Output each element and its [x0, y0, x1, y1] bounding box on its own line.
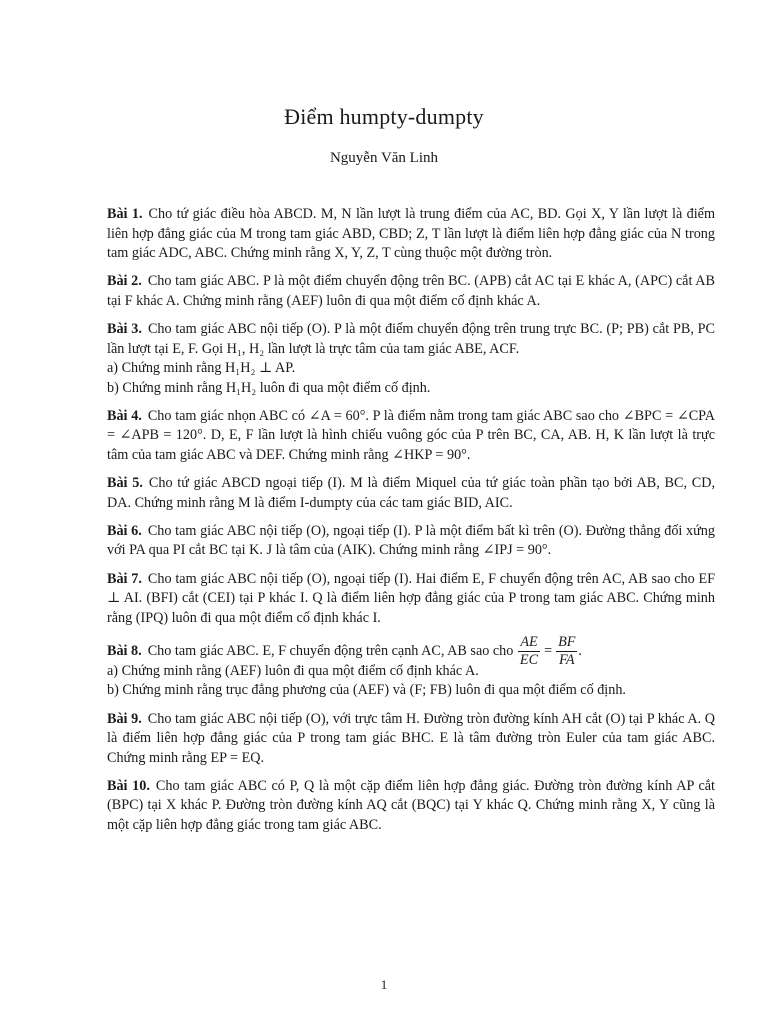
problem-5	[107, 474, 715, 513]
problem-4	[107, 407, 715, 466]
problem-label: Bài 9.	[107, 710, 142, 727]
fraction-denominator: FA	[558, 651, 575, 668]
fraction-denominator: EC	[519, 651, 539, 668]
problem-label: Bài 6.	[107, 522, 142, 539]
problem-body: Cho tam giác ABC nội tiếp (O), với trực tâm H. Đường tròn đường kính AH cắt (O) tại P khác A. Q là điểm liên hợp đẳng giác của P trong tam giác BHC. E là tâm đường tròn Euler của tam giác ABC. Chứng minh rằng EP = EQ.	[107, 710, 715, 766]
problem-label: Bài 1.	[107, 206, 143, 222]
problem-label: Bài 5.	[107, 475, 143, 492]
problem-7	[107, 570, 715, 629]
document-author: Nguyễn Văn Linh	[329, 150, 439, 166]
problem-text	[107, 710, 715, 769]
document-title: Điểm humpty-dumpty	[284, 104, 484, 129]
problem-part-b: b) Chứng minh rằng H₁H₂ luôn đi qua một điểm cố định.	[107, 379, 431, 396]
problem-text	[107, 272, 715, 311]
problem-label: Bài 3.	[107, 320, 142, 337]
fraction-ae-ec	[518, 634, 540, 668]
problem-label: Bài 8.	[107, 643, 142, 660]
problem-body: Cho tam giác nhọn ABC có ∠A = 60°. P là điểm nằm trong tam giác ABC sao cho ∠BPC = ∠CPA = ∠APB = 120°. D, E, F lần lượt là hình chiếu vuông góc của P trên BC, CA, AB. H, K lần lượt là trực tâm của tam giác ABC và DEF. Chứng minh rằng ∠HKP = 90°.	[107, 407, 715, 464]
problem-text	[107, 320, 715, 359]
fraction-numerator: AE	[518, 634, 540, 651]
problem-part-b: b) Chứng minh rằng trục đẳng phương của (AEF) và (F; FB) luôn đi qua một điểm cố định.	[107, 682, 626, 699]
problem-text	[107, 522, 715, 561]
problem-text	[107, 570, 715, 629]
problem-part-a: a) Chứng minh rằng (AEF) luôn đi qua một điểm cố định khác A.	[107, 662, 479, 679]
problem-10	[107, 777, 715, 836]
fraction-numerator: BF	[558, 634, 576, 651]
problem-text	[107, 205, 715, 264]
problem-body: Cho tam giác ABC. E, F chuyển động trên cạnh AC, AB sao cho	[147, 643, 514, 660]
problem-8	[107, 634, 715, 701]
page-number: 1	[380, 977, 388, 992]
problem-label: Bài 7.	[107, 570, 142, 587]
problem-part-a: a) Chứng minh rằng H₁H₂ ⊥ AP.	[107, 360, 296, 377]
problem-body: Cho tam giác ABC có P, Q là một cặp điểm liên hợp đẳng giác. Đường tròn đường kính AP cắt (BPC) tại X khác P. Đường tròn đường kính AQ cắt (BQC) tại Y khác Q. Chứng minh rằng X, Y cũng là một cặp liên hợp đẳng giác trong tam giác ABC.	[107, 777, 715, 834]
problem-text	[107, 474, 715, 513]
problem-6	[107, 522, 715, 561]
problem-9	[107, 710, 715, 769]
problem-label: Bài 10.	[107, 777, 150, 794]
problem-text	[107, 634, 715, 668]
equals-sign: =	[544, 643, 553, 660]
problem-body: Cho tam giác ABC nội tiếp (O), ngoại tiếp (I). P là một điểm bất kì trên (O). Đường thẳng đối xứng với PA qua PI cắt BC tại K. J là tâm của (AIK). Chứng minh rằng ∠IPJ = 90°.	[107, 522, 715, 559]
problem-label: Bài 2.	[107, 273, 142, 290]
problem-body: Cho tam giác ABC. P là một điểm chuyển động trên BC. (APB) cắt AC tại E khác A, (APC) cắt AB tại F khác A. Chứng minh rằng (AEF) luôn đi qua một điểm cố định khác A.	[107, 273, 715, 309]
problem-2	[107, 272, 715, 311]
problem-label: Bài 4.	[107, 407, 142, 424]
problem-body: Cho tam giác ABC nội tiếp (O), ngoại tiếp (I). Hai điểm E, F chuyển động trên AC, AB sao cho EF ⊥ AI. (BFI) cắt (CEI) tại P khác I. Q là điểm liên hợp đẳng giác của P trong tam giác ABC. Chứng minh rằng (IPQ) luôn đi qua một điểm cố định khác I.	[107, 570, 716, 626]
problem-text	[107, 777, 715, 836]
sentence-end: .	[578, 643, 582, 660]
problem-body: Cho tứ giác điều hòa ABCD. M, N lần lượt là trung điểm của AC, BD. Gọi X, Y lần lượt là điểm liên hợp đẳng giác của M trong tam giác ABD, CBD; Z, T lần lượt là điểm liên hợp đẳng giác của N trong tam giác ADC, ABC. Chứng minh rằng X, Y, Z, T cùng thuộc một đường tròn.	[107, 206, 716, 262]
fraction-bf-fa	[556, 634, 577, 668]
problem-1	[107, 205, 715, 264]
problem-3	[107, 320, 715, 398]
problem-list	[107, 205, 715, 844]
problem-body: Cho tứ giác ABCD ngoại tiếp (I). M là điểm Miquel của tứ giác toàn phần tạo bởi AB, BC, CD, DA. Chứng minh rằng M là điểm I-dumpty của các tam giác BID, AIC.	[107, 475, 716, 511]
problem-body: Cho tam giác ABC nội tiếp (O). P là một điểm chuyển động trên trung trực BC. (P; PB) cắt PB, PC lần lượt tại E, F. Gọi H₁, H₂ lần lượt là trực tâm của tam giác ABE, ACF.	[107, 320, 716, 357]
problem-text	[107, 407, 715, 466]
